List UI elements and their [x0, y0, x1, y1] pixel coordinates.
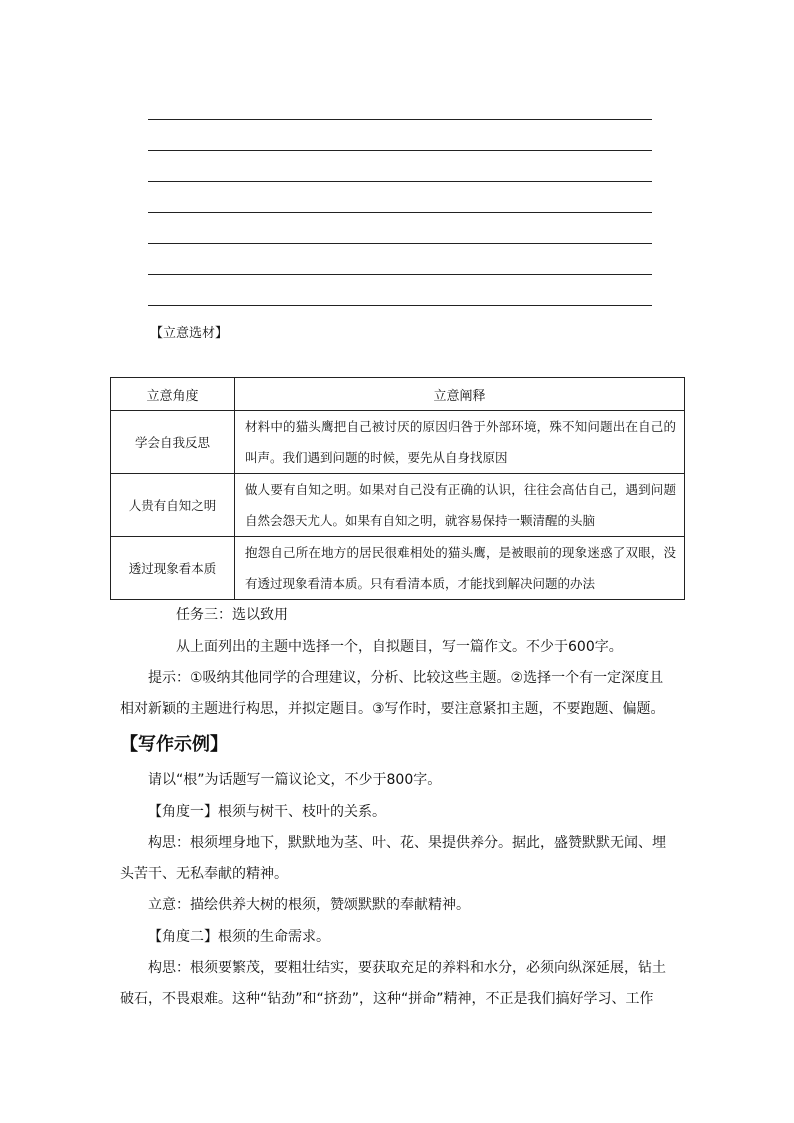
explanation-cell: 做人要有自知之明。如果对自己没有正确的认识，往往会高估自己，遇到问题自然会怨天尤人。如果有自知之明，就容易保持一颗清醒的头脑 [235, 474, 685, 537]
explanation-cell: 材料中的猫头鹰把自己被讨厌的原因归咎于外部环境，殊不知问题出在自己的叫声。我们遇到问题的时候，要先从自身找原因 [235, 411, 685, 474]
table-row [111, 537, 685, 600]
task3-title: 任务三：选以致用 [176, 607, 288, 623]
angle-cell: 透过现象看本质 [111, 537, 235, 600]
header-explanation: 立意阐释 [235, 378, 685, 411]
header-angle: 立意角度 [111, 378, 235, 411]
angle1-theme: 立意：描绘供养大树的根须，赞颂默默的奉献精神。 [148, 897, 470, 913]
table-row [111, 411, 685, 474]
task3-tip: 提示：①吸纳其他同学的合理建议，分析、比较这些主题。②选择一个有一定深度且相对新颖的主题进行构思，并拟定题目。③写作时，要注意紧扣主题，不要跑题、偏题。 [120, 670, 665, 717]
writing-line [148, 274, 652, 275]
explanation-cell: 抱怨自己所在地方的居民很难相处的猫头鹰，是被眼前的现象迷惑了双眼，没有透过现象看清本质。只有看清本质，才能找到解决问题的办法 [235, 537, 685, 600]
writing-line [148, 181, 652, 182]
writing-line [148, 243, 652, 244]
example-heading: 【写作示例】 [120, 734, 228, 755]
angle1-idea: 构思：根须埋身地下，默默地为茎、叶、花、果提供养分。据此，盛赞默默无闻、埋头苦干、无私奉献的精神。 [120, 835, 666, 882]
angle-cell: 学会自我反思 [111, 411, 235, 474]
example-prompt: 请以“根”为话题写一篇议论文，不少于800字。 [148, 772, 442, 788]
writing-line [148, 119, 652, 120]
idea-table [110, 377, 685, 600]
task3-instruction: 从上面列出的主题中选择一个，自拟题目，写一篇作文。不少于600字。 [176, 639, 623, 655]
angle2-title: 【角度二】根须的生命需求。 [148, 929, 330, 945]
writing-line [148, 212, 652, 213]
table-row [111, 474, 685, 537]
section-label: 【立意选材】 [150, 326, 229, 341]
writing-line [148, 150, 652, 151]
writing-line [148, 305, 652, 306]
angle2-idea: 构思：根须要繁茂，要粗壮结实，要获取充足的养料和水分，必须向纵深延展，钻土破石，不畏艰难。这种“钻劲”和“挤劲”，这种“拼命”精神，不正是我们搞好学习、工作 [120, 960, 666, 1007]
angle1-title: 【角度一】根须与树干、枝叶的关系。 [148, 804, 386, 820]
table-header-row [111, 378, 685, 411]
angle-cell: 人贵有自知之明 [111, 474, 235, 537]
